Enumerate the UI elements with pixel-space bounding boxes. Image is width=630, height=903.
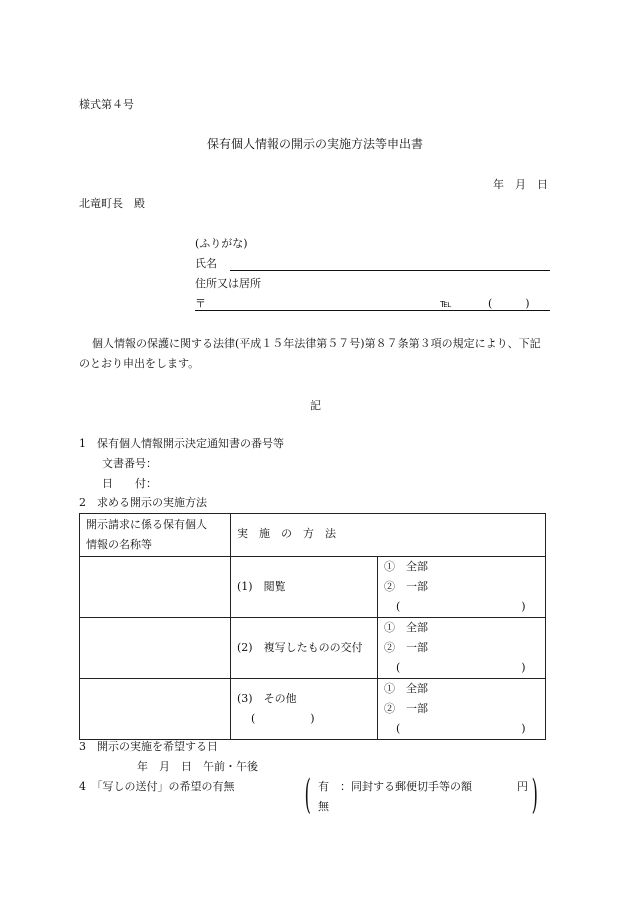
option-all[interactable]: ① 全部 <box>384 621 428 634</box>
intro-line-1: 個人情報の保護に関する法律(平成１５年法律第５７号)第８７条第３項の規定により、下記 <box>92 337 541 350</box>
page-title: 保有個人情報の開示の実施方法等申出書 <box>207 137 424 151</box>
option-paren: ( ) <box>396 661 526 674</box>
method-other-paren[interactable]: ( ) <box>251 712 315 725</box>
option-partial[interactable]: ② 一部 <box>384 702 428 715</box>
section2-heading: 2 求める開示の実施方法 <box>79 496 207 509</box>
yen-label: 円 <box>517 780 528 793</box>
form-number: 様式第４号 <box>79 98 134 111</box>
option-all[interactable]: ① 全部 <box>384 560 428 573</box>
option-yes[interactable]: 有 ：同封する郵便切手等の額 <box>318 780 472 793</box>
left-brace: ( <box>304 772 311 818</box>
addressee: 北竜町長 殿 <box>79 197 145 210</box>
option-all[interactable]: ① 全部 <box>384 682 428 695</box>
section4-heading: 4 「写しの送付」の希望の有無 <box>79 780 235 793</box>
tel-paren: ( ) <box>488 297 530 310</box>
doc-number-label: 文書番号： <box>102 457 157 470</box>
header-cell-method <box>231 514 546 557</box>
method-table <box>79 513 546 740</box>
date-line: 年 月 日 <box>493 178 548 191</box>
method-cell <box>231 679 378 740</box>
ki-heading: 記 <box>310 399 321 412</box>
intro-line-2: のとおり申出をします。 <box>79 357 200 370</box>
name-label: 氏名 <box>195 257 217 270</box>
table-row <box>80 618 546 679</box>
preferred-date-line: 年 月 日 午前・午後 <box>137 760 258 773</box>
header-text-method: 実 施 の 方 法 <box>237 527 336 540</box>
header-text-line-1: 開示請求に係る保有個人 <box>86 518 207 531</box>
address-field[interactable] <box>195 310 550 311</box>
header-text-line-2: 情報の名称等 <box>86 538 152 551</box>
furigana-label: (ふりがな) <box>195 237 248 250</box>
option-paren: ( ) <box>396 722 526 735</box>
option-cell <box>378 557 546 618</box>
option-cell <box>378 618 546 679</box>
date-label: 日 付： <box>102 477 157 490</box>
address-label: 住所又は居所 <box>195 277 261 290</box>
option-no[interactable]: 無 <box>318 800 329 813</box>
info-name-cell[interactable] <box>80 557 231 618</box>
section3-heading: 3 開示の実施を希望する日 <box>79 740 218 753</box>
header-cell-info-name <box>80 514 231 557</box>
method-cell <box>231 557 378 618</box>
table-row <box>80 557 546 618</box>
option-partial[interactable]: ② 一部 <box>384 641 428 654</box>
table-row <box>80 679 546 740</box>
method-cell <box>231 618 378 679</box>
table-header-row <box>80 514 546 557</box>
info-name-cell[interactable] <box>80 618 231 679</box>
option-paren: ( ) <box>396 600 526 613</box>
section1-heading: 1 保有個人情報開示決定通知書の番号等 <box>79 437 284 450</box>
method-label: (2) 複写したものの交付 <box>237 641 363 654</box>
info-name-cell[interactable] <box>80 679 231 740</box>
option-cell <box>378 679 546 740</box>
method-label: (1) 閲覧 <box>237 580 286 593</box>
right-brace: ) <box>531 772 538 818</box>
tel-label: ℡ <box>440 297 452 310</box>
name-field[interactable] <box>230 270 550 271</box>
method-label: (3) その他 <box>237 692 297 705</box>
postal-mark: 〒 <box>195 297 206 310</box>
option-partial[interactable]: ② 一部 <box>384 580 428 593</box>
